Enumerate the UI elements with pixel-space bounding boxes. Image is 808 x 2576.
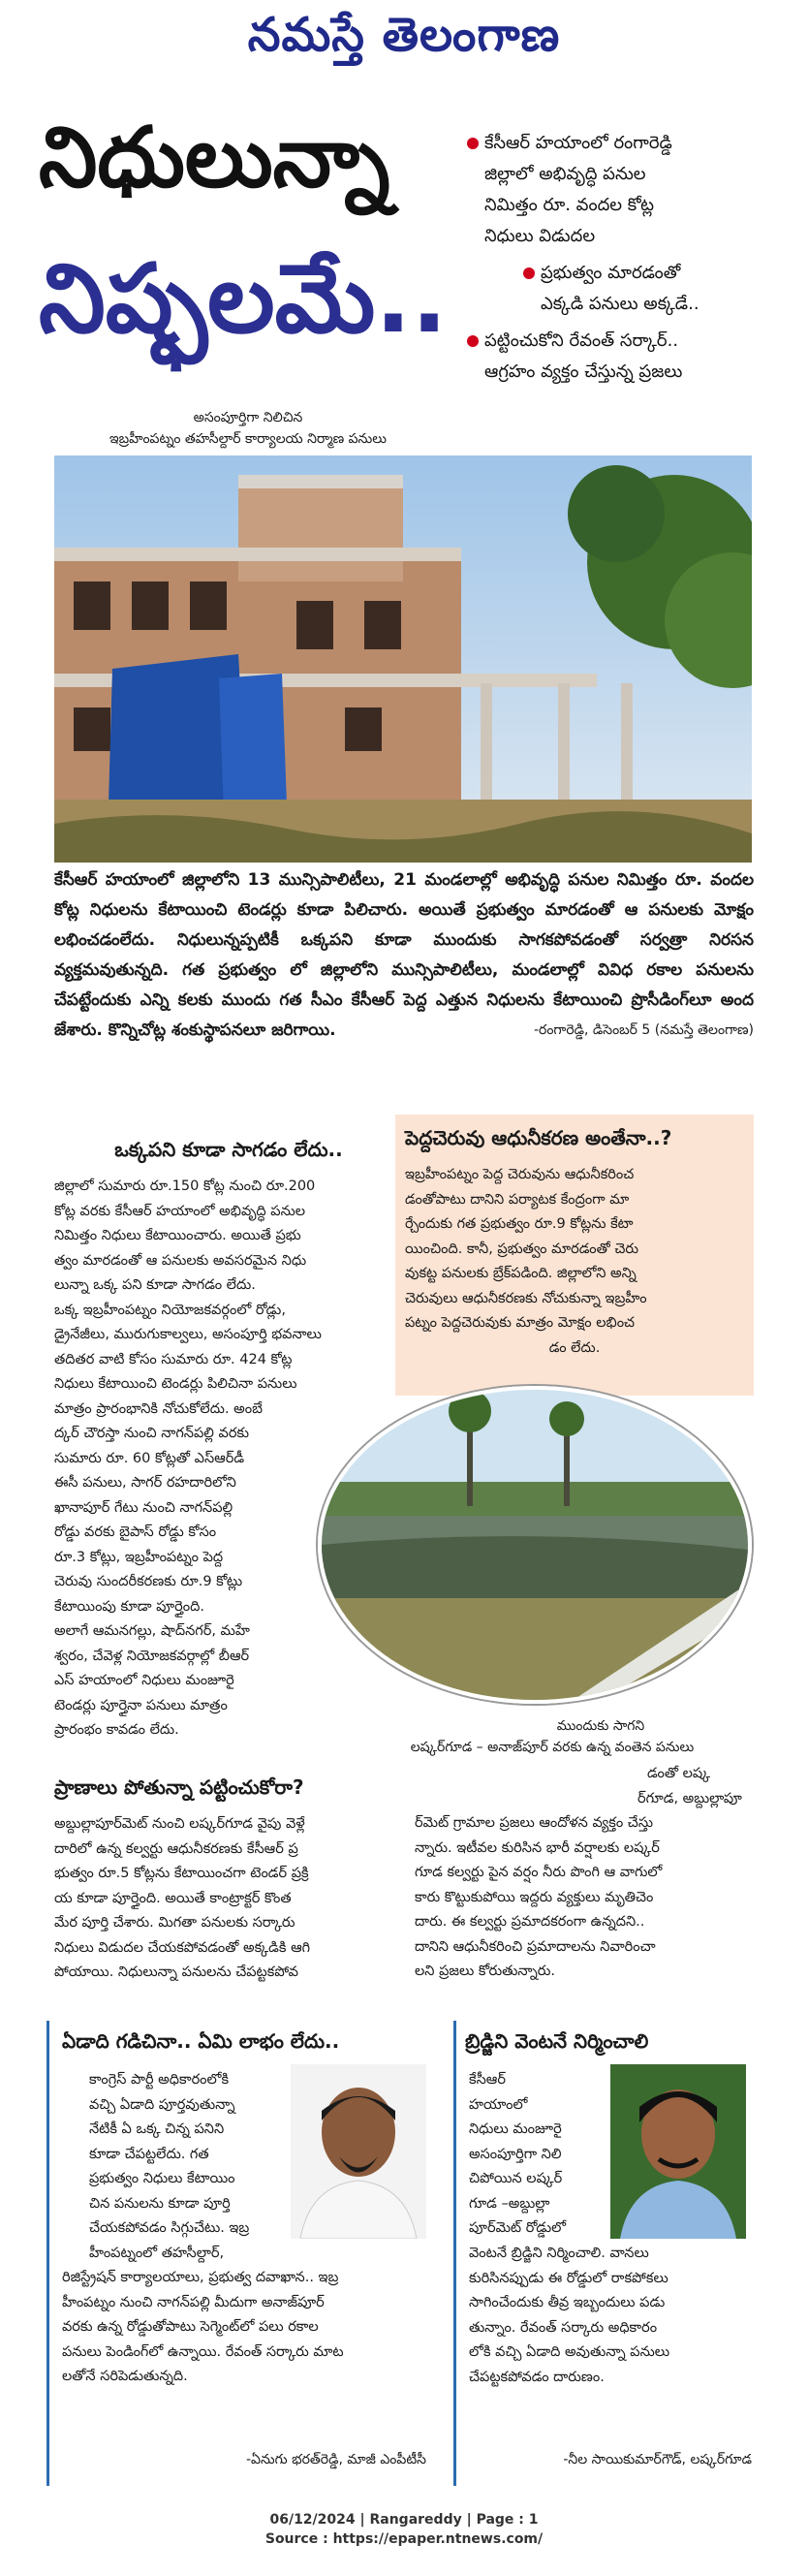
portrait-bharath-reddy — [291, 2064, 426, 2239]
quote-left-title: ఏడాది గడిచినా.. ఏమి లాభం లేదు.. — [62, 2029, 340, 2053]
section-2-body: ఇబ్రహీంపట్నం పెద్ద చెరువును ఆధునీకరించ డంతోపాటు దానిని పర్యాటక కేంద్రంగా మా ర్చేందుకు గత ప్రభుత్వం రూ.9 కోట్లను కేటా యించింది. కానీ, ప్రభుత్వం మారడంతో చెరు వుకట్ట పనులకు బ్రేక్‌పడింది. జిల్లాలోని అన్ని చెరువులు ఆధునీకరణకు నోచుకున్నా ఇబ్రహీం పట్నం పెద్దచెరువుకు మాత్రం మోక్షం లభించ డం లేదు. — [405, 1167, 647, 1356]
circle-photo-pond — [318, 1386, 752, 1704]
bullet-text: నిమిత్తం రూ. వందల కోట్ల — [484, 195, 655, 215]
bullet-text: ఆగ్రహం వ్యక్తం చేస్తున్న ప్రజలు — [484, 361, 683, 382]
bullet-text: కేసీఆర్ హయాంలో రంగారెడ్డి — [484, 133, 672, 153]
bullet-dot-icon — [467, 138, 479, 149]
main-photo-building — [54, 456, 752, 863]
quote-right-body-wide: వెంటనే బ్రిడ్జిని నిర్మించాలి. వానలు కురిసినప్పుడు ఈ రోడ్డులో రాకపోకలు సాగించేందుకు తీవ్ర ఇబ్బందులు పడు తున్నాం. రేవంత్ సర్కారు అధికారం లోకి వచ్చి ఏడాది అవుతున్నా పనులు చేపట్టకపోవడం దారుణం. — [469, 2246, 670, 2385]
headline-line-2: నిష్ఫలమే.. — [39, 244, 448, 355]
quote-right-title: బ్రిడ్జిని వెంటనే నిర్మించాలి — [465, 2029, 649, 2053]
bullet-text: నిధులు విడుదల — [484, 226, 596, 246]
bullet-text: ఎక్కడి పనులు అక్కడే.. — [541, 294, 699, 314]
bullet-dot-icon — [523, 267, 535, 279]
bullet-dot-icon — [467, 335, 479, 347]
section-1-title: ఒక్కపని కూడా సాగడం లేదు.. — [114, 1138, 343, 1161]
section-3-body-right: డంతో లష్క ర్‌గూడ, అబ్దుల్లాపూ ర్‌మెట్ గ్రామాల ప్రజలు ఆందోళన వ్యక్తం చేస్తు న్నారు. ఇటీవల కురిసిన భారీ వర్షాలకు లష్కర్ గూడ కల్వర్టు పైన వర్షం నీరు పొంగి ఆ వాగులో కారు కొట్టుకుపోయి ఇద్దరు వ్యక్తులు మృతిచెం దారు. ఈ కల్వర్టు ప్రమాదకరంగా ఉన్నదని.. దానిని ఆధునీకరించి ప్రమాదాలను నివారించా లని ప్రజలు కోరుతున్నారు. — [415, 1766, 742, 1979]
quote-left-body-narrow: కాంగ్రెస్ పార్టీ అధికారంలోకి వచ్చి ఏడాది పూర్తవుతున్నా నేటికీ ఏ ఒక్క చిన్న పనిని కూడా చేపట్టలేదు. గత ప్రభుత్వం నిధులు కేటాయిం చిన పనులను కూడా పూర్తి చేయకపోవడం సిగ్గుచేటు. ఇబ్ర హీంపట్నంలో తహసీల్దార్, — [89, 2072, 250, 2261]
bullet-text: ప్రభుత్వం మారడంతో — [541, 263, 681, 283]
page-footer — [0, 2510, 808, 2549]
masthead-logo: నమస్తే తెలంగాణ — [247, 8, 561, 62]
headline-line-1: నిధులున్నా — [39, 110, 390, 206]
footer-date-edition: 06/12/2024 | Rangareddy | Page : 1 — [269, 2512, 539, 2528]
bullet-text: పట్టించుకోని రేవంత్ సర్కార్.. — [484, 330, 679, 351]
circle-photo-caption-line-2: లష్కర్‌గూడ – అనాజ్‌పూర్ వరకు ఉన్న వంతెన పనులు — [410, 1740, 695, 1755]
top-photo-caption: అసంపూర్తిగా నిలిచిన ఇబ్రహీంపట్నం తహసీల్దార్ కార్యాలయ నిర్మాణ పనులు — [109, 410, 387, 447]
section-3-title: ప్రాణాలు పోతున్నా పట్టించుకోరా? — [54, 1775, 304, 1799]
highlights-list — [467, 128, 796, 388]
section-3-body-left: అబ్దుల్లాపూర్‌మెట్ నుంచి లష్కర్‌గూడ వైపు వెళ్లే దారిలో ఉన్న కల్వర్టు ఆధునీకరణకు కేసీఆర్ ప్ర భుత్వం రూ.5 కోట్లను కేటాయించగా టెండర్ ప్రక్రి య కూడా పూర్తైంది. అయితే కాంట్రాక్టర్ కొంత మేర పూర్తి చేశారు. మిగతా పనులకు సర్కారు నిధులు విడుదల చేయకపోవడంతో అక్కడికి ఆగి పోయాయి. నిధులున్నా పనులను చేపట్టకపోవ — [54, 1816, 311, 1980]
lead-paragraph: కేసీఆర్ హయాంలో జిల్లాలోని 13 మున్సిపాలిటీలు, 21 మండలాల్లో అభివృద్ధి పనుల నిమిత్తం రూ. వందల కోట్ల నిధులను కేటాయించి టెండర్లు కూడా పిలిచారు. అయితే ప్రభుత్వం మారడంతో ఆ పనులకు మోక్షం లభించడంలేదు. నిధులున్నప్పటికీ ఒక్కపని కూడా ముందుకు సాగకపోవడంతో సర్వత్రా నిరసన వ్యక్తమవుతున్నది. గత ప్రభుత్వం లో జిల్లాలోని మున్సిపాలిటీలు, మండలాల్లో వివిధ రకాల పనులను చేపట్టేందుకు ఎన్ని కలకు ముందు గత సీఎం కేసీఆర్ పెద్ద ఎత్తున నిధులను కేటాయించి ప్రొసీడింగ్‌లూ అంద జేశారు. కొన్నిచోట్ల శంకుస్థాపనలూ జరిగాయి. -రంగారెడ్డి, డిసెంబర్ 5 (నమస్తే తెలంగాణ) — [54, 865, 754, 1046]
footer-source[interactable]: Source : https://epaper.ntnews.com/ — [264, 2531, 544, 2547]
bullet-text: జిల్లాలో అభివృద్ధి పనుల — [484, 164, 646, 184]
quote-right-body-narrow: కేసీఆర్ హయాంలో నిధులు మంజూరై అసంపూర్తిగా నిలి చిపోయిన లష్కర్ గూడ –అబ్దుల్లా పూర్‌మెట్ రోడ్డులో — [469, 2072, 567, 2236]
circle-photo-caption-line-1: ముందుకు సాగని — [556, 1718, 645, 1734]
quote-right-signature: -నీల సాయికుమార్‌గౌడ్, లష్కర్‌గూడ — [563, 2452, 752, 2467]
section-2-title: పెద్దచెరువు ఆధునీకరణ అంతేనా..? — [405, 1126, 672, 1149]
dateline: -రంగారెడ్డి, డిసెంబర్ 5 (నమస్తే తెలంగాణ) — [533, 1022, 754, 1038]
section-1-body: జిల్లాలో సుమారు రూ.150 కోట్ల నుంచి రూ.200 కోట్ల వరకు కేసీఆర్ హయాంలో అభివృద్ధి పనుల నిమిత్తం నిధులు కేటాయించారు. అయితే ప్రభు త్వం మారడంతో ఆ పనులకు అవసరమైన నిధు లున్నా ఒక్క పని కూడా సాగడం లేదు. ఒక్క ఇబ్రహీంపట్నం నియోజకవర్గంలో రోడ్లు, డ్రైనేజీలు, మురుగుకాల్వలు, అసంపూర్తి భవనాలు తదితర వాటి కోసం సుమారు రూ. 424 కోట్ల నిధులు కేటాయించి టెండర్లు పిలిచినా పనులు మాత్రం ప్రారంభానికి నోచుకోలేదు. అంబే ద్కర్ చౌరస్తా నుంచి నాగన్‌పల్లి వరకు సుమారు రూ. 60 కోట్లతో ఎస్‌ఆర్‌డీ ఈసీ పనులు, సాగర్ రహదారిలోని ఖానాపూర్ గేటు నుంచి నాగన్‌పల్లి రోడ్డు వరకు బైపాస్ రోడ్డు కోసం రూ.3 కోట్లు, ఇబ్రహీంపట్నం పెద్ద చెరువు సుందరీకరణకు రూ.9 కోట్లు కేటాయింపు కూడా పూర్తైంది. అలాగే ఆమనగల్లు, షాద్‌నగర్, మహే శ్వరం, చేవెళ్ల నియోజకవర్గాల్లో బీఆర్ ఎస్ హయాంలో నిధులు మంజూరై టెండర్లు పూర్తైనా పనులు మాత్రం ప్రారంభం కావడం లేదు. — [54, 1178, 322, 1738]
quote-left-body-wide: రిజిస్ట్రేషన్ కార్యాలయాలు, ప్రభుత్వ దవాఖాన.. ఇబ్ర హీంపట్నం నుంచి నాగన్‌పల్లి మీదుగా అనాజ్‌పూర్ వరకు ఉన్న రోడ్డుతోపాటు సెగ్మెంట్‌లో పలు రకాల పనులు పెండింగ్‌లో ఉన్నాయి. రేవంత్ సర్కారు మాట లతోనే సరిపెడుతున్నది. — [62, 2270, 344, 2384]
portrait-saikumar-goud — [610, 2064, 746, 2239]
quote-left-signature: -ఏనుగు భరత్‌రెడ్డి, మాజీ ఎంపీటీసీ — [245, 2452, 426, 2467]
